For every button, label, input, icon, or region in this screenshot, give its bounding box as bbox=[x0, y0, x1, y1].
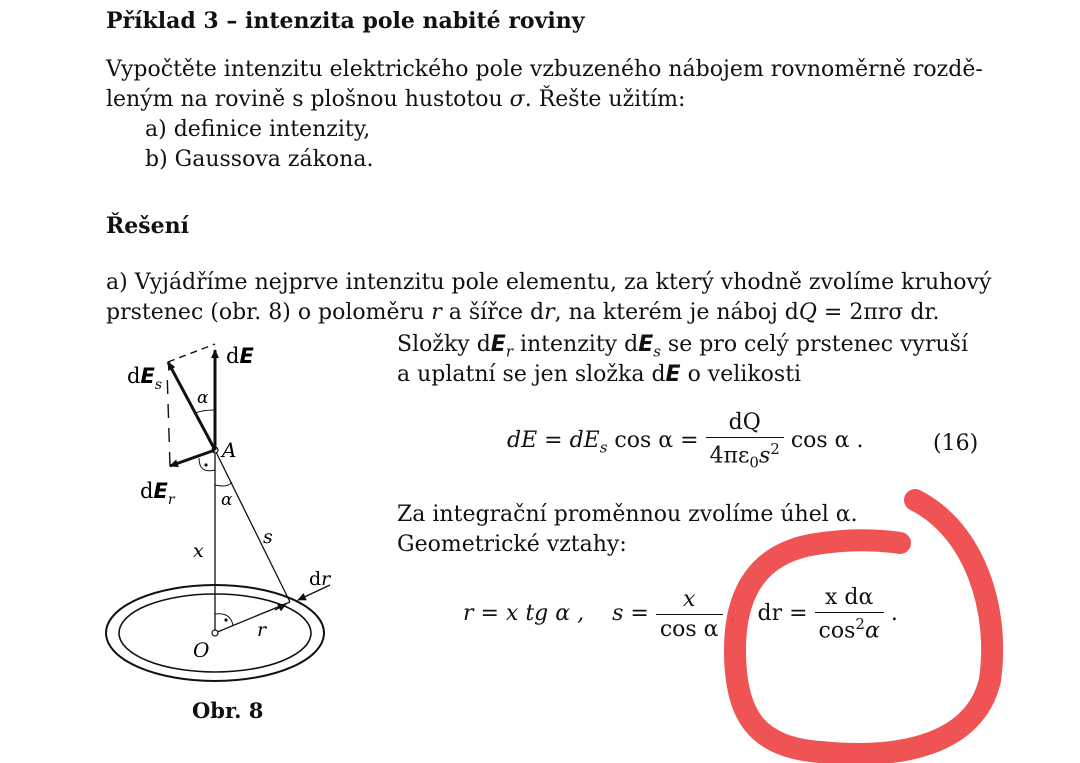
label-dE: dE bbox=[226, 344, 254, 368]
solution-heading: Řešení bbox=[106, 213, 190, 239]
equation-number: (16) bbox=[933, 431, 979, 456]
charge-equation: = 2πrσ dr. bbox=[816, 300, 940, 325]
problem-title: Příklad 3 – intenzita pole nabité roviny bbox=[106, 8, 585, 34]
task-line-2-suffix: . Řešte užitím: bbox=[524, 87, 686, 112]
vector-E-symbol-3: E bbox=[665, 362, 681, 387]
task-line-2-prefix: leným na rovině s plošnou hustotou bbox=[106, 87, 510, 112]
components-line-1-c: se pro celý prstenec vyruší bbox=[660, 332, 968, 357]
label-x: x bbox=[193, 540, 204, 562]
label-dEr: $dE_r$ bbox=[140, 479, 175, 508]
eq16-den-a: 4πε bbox=[709, 443, 750, 469]
components-line-2-b: o velikosti bbox=[680, 362, 802, 387]
sub-s: s bbox=[653, 342, 661, 361]
eq-s-lhs: s = bbox=[612, 601, 649, 627]
components-line-1-b: intenzity d bbox=[512, 332, 639, 357]
solution-line-1: a) Vyjádříme nejprve intenzitu pole elementu, za který vhodně zvolíme kruhový bbox=[106, 270, 992, 295]
eq-s-den: cos α bbox=[656, 614, 723, 642]
eq-dr-den-sup: 2 bbox=[855, 615, 865, 633]
components-line-2-a: a uplatní se jen složka d bbox=[397, 362, 666, 387]
vector-E-symbol: E bbox=[490, 332, 506, 357]
label-alpha-bottom: α bbox=[221, 490, 233, 510]
geometric-relations-line: Geometrické vztahy: bbox=[397, 532, 627, 557]
label-dr: dr bbox=[309, 568, 331, 590]
label-A: A bbox=[222, 438, 237, 462]
label-alpha-top: α bbox=[197, 388, 209, 408]
eq16-lhs-sub: s bbox=[599, 438, 608, 457]
eq-r: r = x tg α , bbox=[463, 601, 585, 627]
eq-dr-den-b: α bbox=[864, 618, 880, 644]
eq-s-num: x bbox=[682, 586, 696, 612]
label-O: O bbox=[193, 638, 210, 662]
label-r: r bbox=[257, 619, 267, 641]
radius-symbol: r bbox=[431, 300, 442, 325]
eq16-lhs: dE = dE bbox=[507, 427, 600, 453]
solution-line-2-b: a šířce d bbox=[441, 300, 545, 325]
radius-symbol-2: r bbox=[544, 300, 555, 325]
task-item-a: a) definice intenzity, bbox=[145, 117, 371, 142]
label-s: s bbox=[263, 526, 273, 548]
eq-dr-num: x dα bbox=[825, 585, 874, 610]
solution-line-2-a: prstenec (obr. 8) o poloměru bbox=[106, 300, 432, 325]
eq16-den-sub: 0 bbox=[749, 453, 759, 472]
solution-line-2-c: , na kterém je náboj d bbox=[554, 300, 799, 325]
eq-dr-lhs: dr = bbox=[757, 601, 808, 627]
eq-dr-den-a: cos bbox=[818, 618, 856, 644]
task-item-b: b) Gaussova zákona. bbox=[145, 147, 374, 172]
label-dEs: $dE_s$ bbox=[127, 364, 162, 393]
sub-r: r bbox=[505, 342, 513, 361]
figure-caption: Obr. 8 bbox=[192, 698, 264, 723]
vector-E-symbol-2: E bbox=[638, 332, 654, 357]
components-line-1-a: Složky d bbox=[397, 332, 491, 357]
eq16-mid: cos α = bbox=[607, 427, 699, 453]
task-line-1: Vypočtěte intenzitu elektrického pole vzbuzeného nábojem rovnoměrně rozdě- bbox=[106, 57, 983, 82]
eq16-den-b: s bbox=[758, 443, 771, 469]
integration-variable-line: Za integrační proměnnou zvolíme úhel α. bbox=[397, 502, 858, 527]
eq16-numerator: dQ bbox=[728, 410, 761, 435]
sigma-symbol: σ bbox=[509, 87, 525, 112]
geometry-equations: r = x tg α , s = $\frac{x}{\text{cos α}}$ , dr = $\frac{\text{x dα}}{\cos^2\alpha}$ . bbox=[463, 585, 898, 644]
charge-symbol: Q bbox=[798, 300, 817, 325]
eq16-rhs: cos α . bbox=[790, 427, 864, 453]
eq16-den-sup: 2 bbox=[770, 440, 780, 458]
